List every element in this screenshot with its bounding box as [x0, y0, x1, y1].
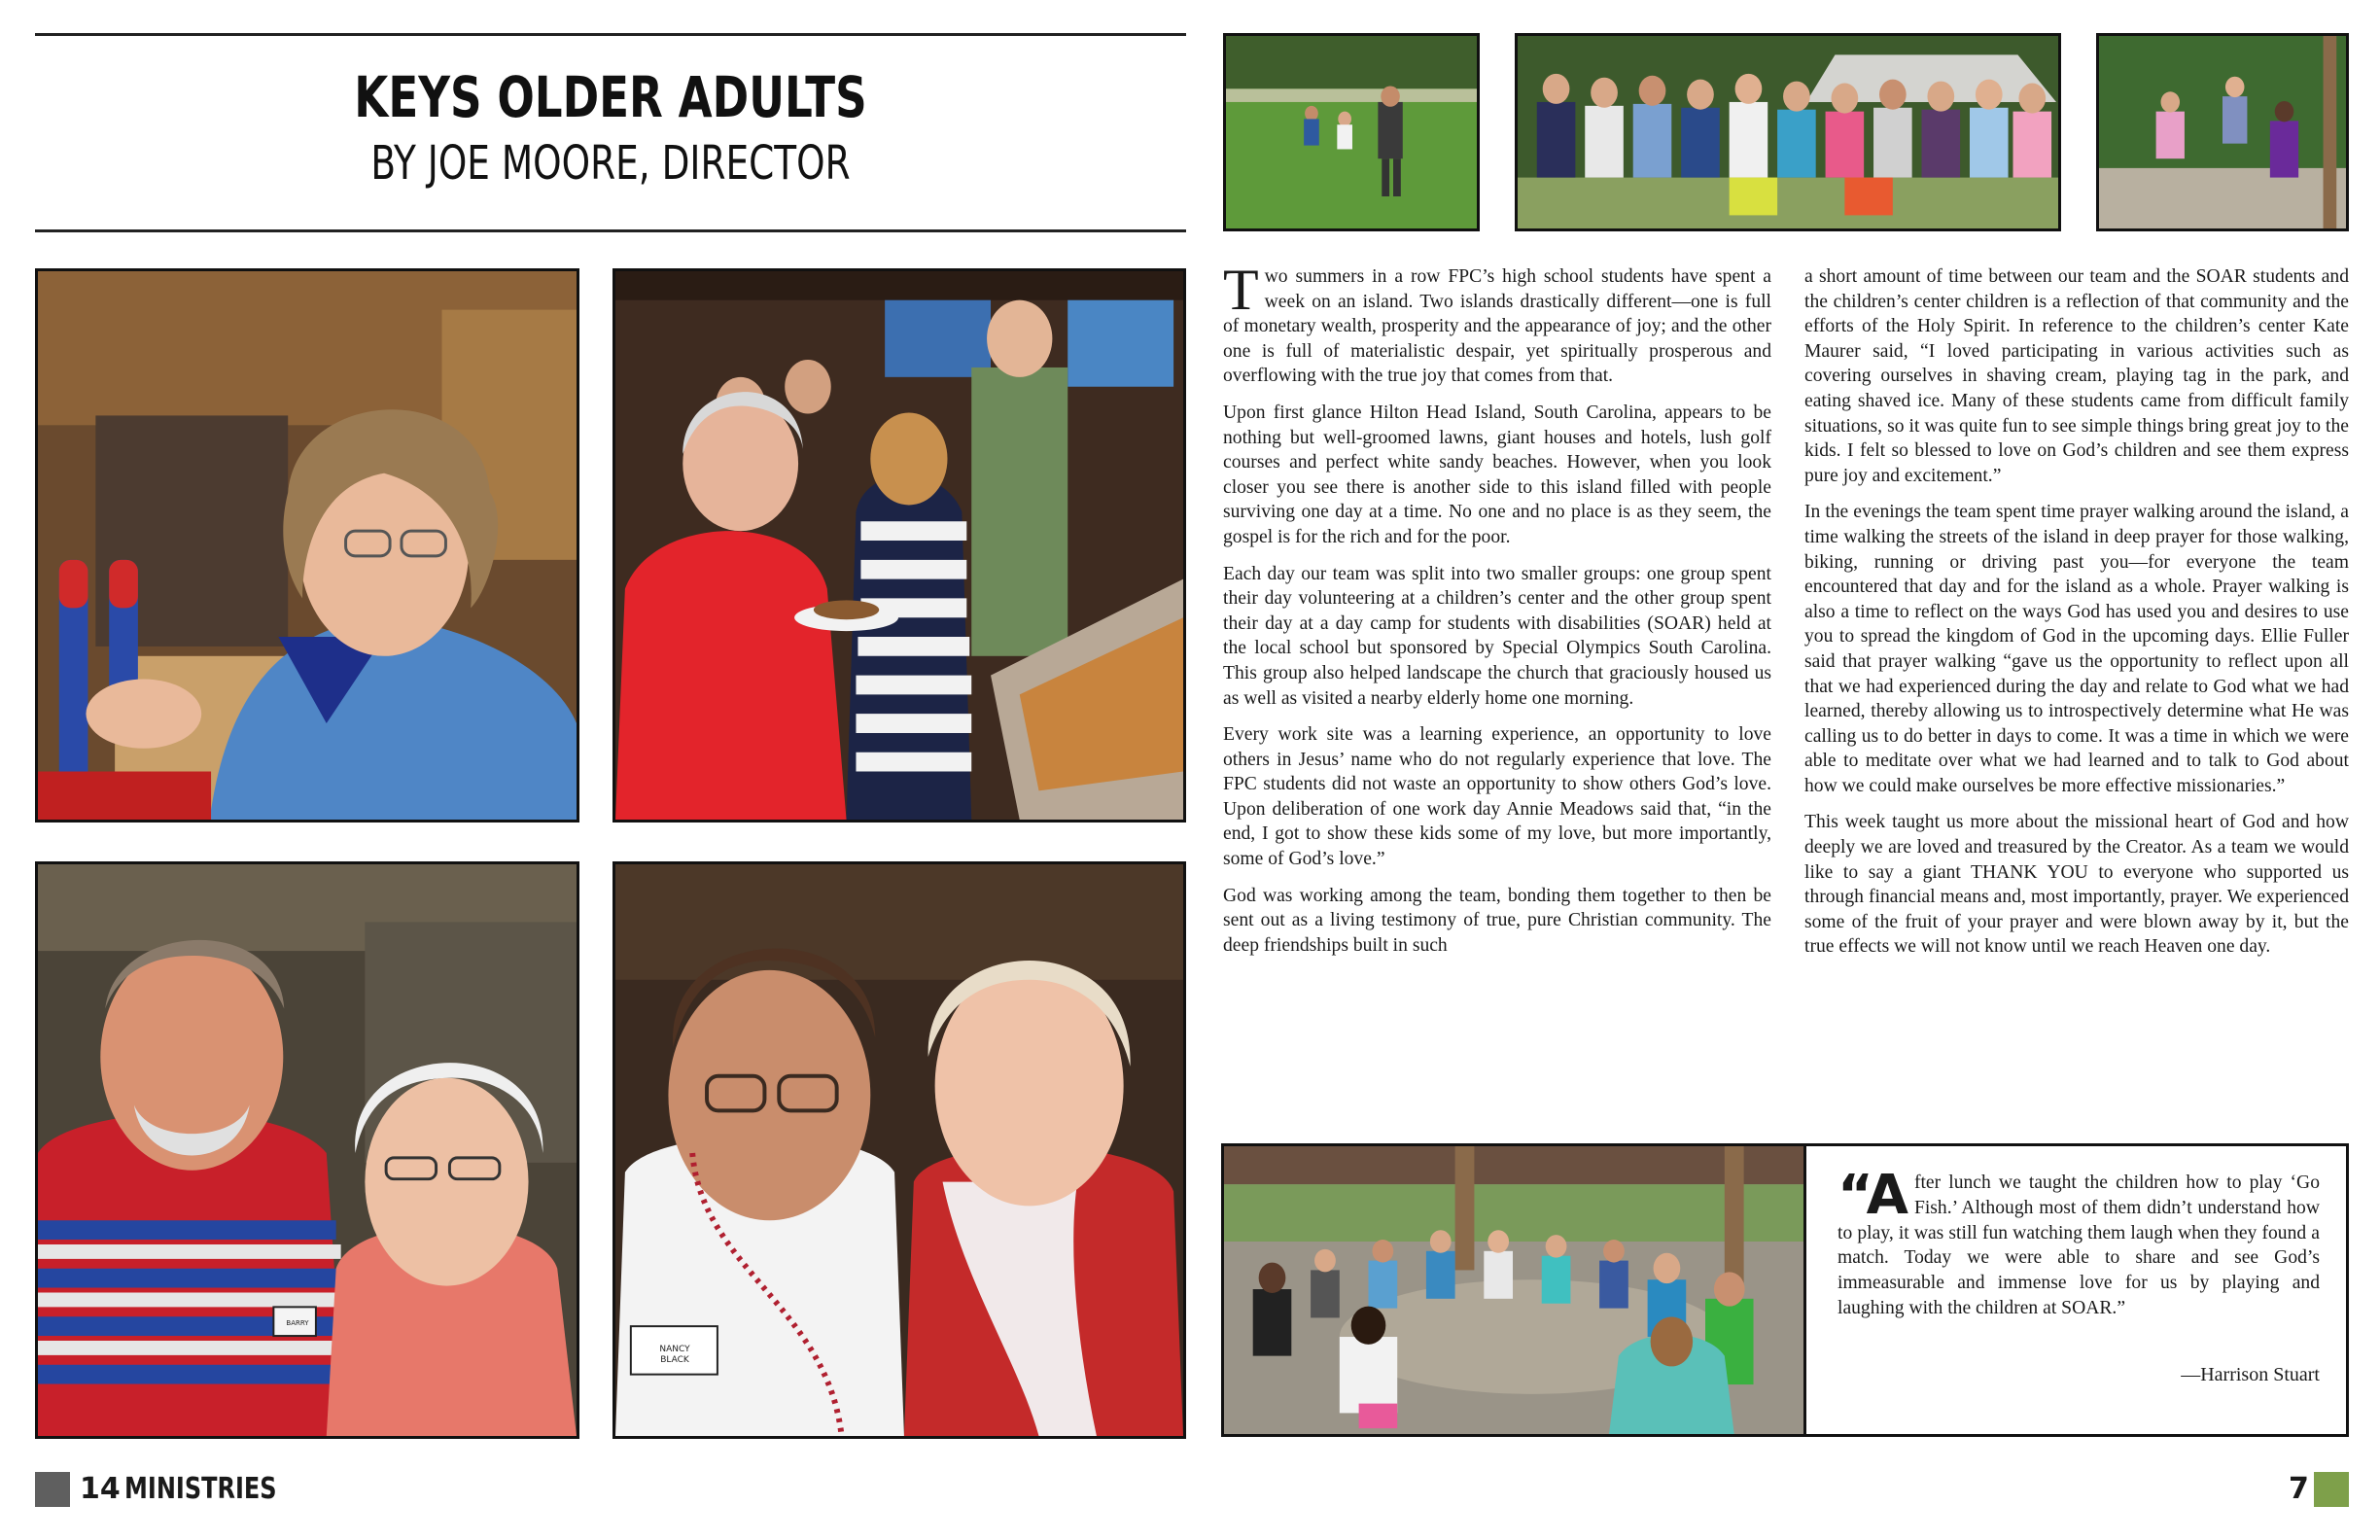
footer-right-square	[2314, 1472, 2349, 1507]
byline: BY JOE MOORE, DIRECTOR	[370, 136, 851, 191]
pull-quote: “After lunch we taught the children how to play ‘Go Fish.’ Although most of them didn’t understand how to play, it was still fun watching them laugh when they found a match. Today we were able to share and see God’s immeasurable and immense love for us by playing and laughing with the children at SOAR.”	[1838, 1164, 2320, 1318]
article-column-2	[1804, 264, 2349, 971]
photo-students-playing-outdoors	[2096, 33, 2349, 231]
article-column-1	[1223, 258, 1771, 969]
page-number-left: 14	[80, 1472, 121, 1506]
article-paragraph: God was working among the team, bonding them together to then be sent out as a living testimony of true, pure Christian community. The deep friendships built in such	[1223, 885, 1771, 956]
photo-couple-smiling	[35, 861, 579, 1439]
drop-cap: T	[1223, 258, 1259, 322]
article-paragraph: This week taught us more about the missional heart of God and how deeply we are loved and treasured by the Creator. As a team we would like to say a giant THANK YOU to everyone who supported us through financial means and, most importantly, prayer. We experienced some of the fruit of your prayer and were blown away by it, but the true effects we will not know until we reach Heaven one day.	[1804, 812, 2349, 958]
page-number-right: 7	[2289, 1472, 2309, 1506]
name-tag-nancy	[633, 1345, 717, 1366]
article-paragraph: Two summers in a row FPC’s high school students have spent a week on an island. Two islands drastically different—one is full of monetary wealth, prosperity and the appearance of joy; and the other one is full of materialistic despair, yet spiritually prosperous and overflowing with the true joy that comes from that.	[1223, 258, 1771, 387]
photo-buffet-line	[612, 268, 1186, 822]
article-paragraph: Each day our team was split into two smaller groups: one group spent their day volunteering at a children’s center and the other group spent their day at a day camp for students with disabilities (SOAR) held at the local school but sponsored by Special Olympics South Carolina. This group also helped landscape the church that graciously housed us as well as visited a nearby elderly home one morning.	[1223, 563, 1771, 709]
photo-student-group	[1515, 33, 2061, 231]
header-bottom-rule	[35, 229, 1186, 232]
header-top-rule	[35, 33, 1186, 36]
quote-attribution: —Harrison Stuart	[2181, 1364, 2320, 1385]
name-tag-last: BLACK	[660, 1355, 689, 1365]
article-paragraph: In the evenings the team spent time prayer walking around the island, a time walking the streets of the island in deep prayer for those walking, biking, running or driving past you—for everyone the team encountered that day and for the island as a whole. Prayer walking is also a time to reflect on the ways God has used you and desires to use you to spread the kingdom of God in the upcoming days. Ellie Fuller said that prayer walking “gave us the opportunity to reflect upon all that we had experienced during the day and relate to God what we had learned, thereby allowing us to introspectively determine what He was calling us to do better in days to come. It was a time in which we were able to meditate over what we had learned and to talk to God about how we could make ourselves be more effective missionaries.”	[1804, 502, 2349, 796]
page-title: KEYS OLDER ADULTS	[354, 64, 867, 130]
article-paragraph: a short amount of time between our team and the SOAR students and the children’s center children is a reflection of that community and the efforts of the Holy Spirit. In reference to the children’s center Kate Maurer said, “I loved participating in various activities such as covering ourselves in shaving cream, playing tag in the park, and eating shaved ice. Many of these students came from difficult family situations, so it was quite fun to see simple things bring great joy to the kids. I felt so blessed to love on God’s children and see them express pure joy and excitement.”	[1804, 266, 2349, 486]
article-paragraph: Every work site was a learning experience, an opportunity to love others in Jesus’ name who do not regularly experience that love. The FPC students did not waste an opportunity to show others God’s love. Upon deliberation of one work day Annie Meadows said that, “in the end, I got to show these kids some of my love, but more importantly, some of God’s love.”	[1223, 724, 1771, 870]
name-tag-first: NANCY	[659, 1345, 690, 1354]
article-paragraph: Upon first glance Hilton Head Island, South Carolina, appears to be nothing but well-groomed lawns, giant houses and hotels, lush golf courses and perfect white sandy beaches. However, when you look closer you see there is another side to this island filled with people surviving one day at a time. No one and no place is as they seem, the gospel is for the rich and for the poor.	[1223, 402, 1771, 547]
photo-students-playing-field	[1223, 33, 1480, 231]
section-name: MINISTRIES	[124, 1472, 277, 1506]
footer-left-square	[35, 1472, 70, 1507]
name-tag-barry: BARRY	[286, 1319, 309, 1327]
photo-woman-flag-pencils	[35, 268, 579, 822]
photo-children-circle-pavilion	[1221, 1143, 1806, 1437]
quote-mark: “A	[1838, 1164, 1908, 1227]
photo-two-women-smiling	[612, 861, 1186, 1439]
